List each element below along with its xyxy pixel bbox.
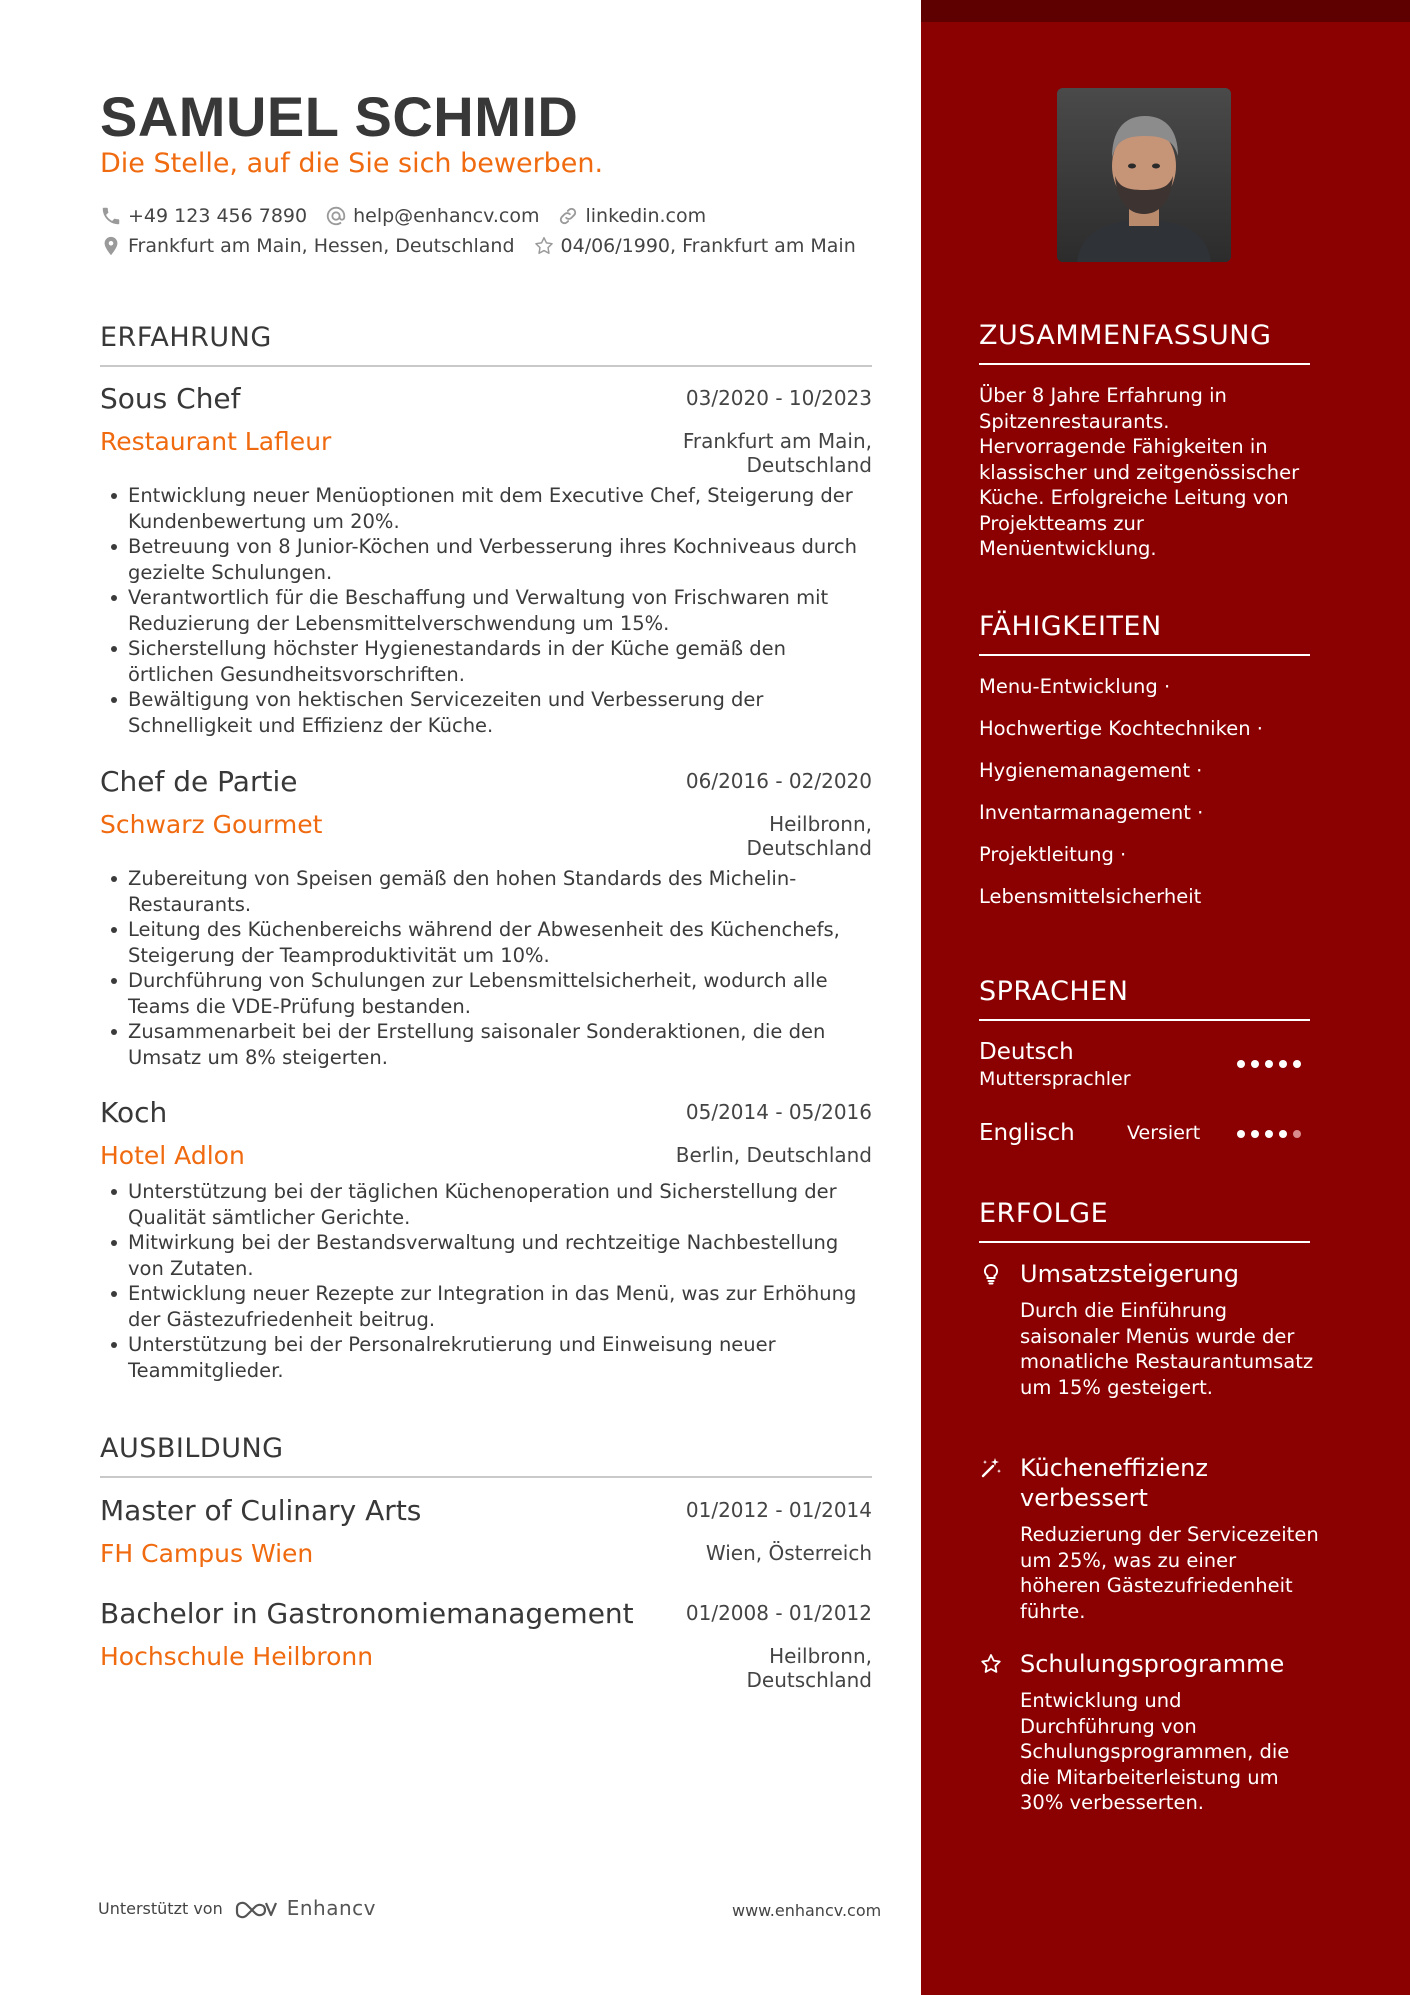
location-line: Deutschland xyxy=(746,453,872,477)
language-rating xyxy=(1237,1130,1307,1138)
experience-role: Sous Chef xyxy=(100,382,241,415)
website-text: linkedin.com xyxy=(585,205,707,227)
education-school: Hochschule Heilbronn xyxy=(100,1642,374,1671)
person-portrait-icon xyxy=(1057,88,1231,262)
bullet-item: Verantwortlich für die Beschaffung und Verwaltung von Frischwaren mit Reduzierung der Lebensmittelverschwendung um 15%. xyxy=(100,585,872,636)
location-line: Heilbronn, xyxy=(769,812,872,836)
bullet-item: Entwicklung neuer Rezepte zur Integration in das Menü, was zur Erhöhung der Gästezufriedenheit beitrug. xyxy=(100,1281,872,1332)
experience-dates: 03/2020 - 10/2023 xyxy=(685,386,872,410)
job-title: Die Stelle, auf die Sie sich bewerben. xyxy=(100,148,604,179)
bullet-item: Durchführung von Schulungen zur Lebensmittelsicherheit, wodurch alle Teams die VDE-Prüfung bestanden. xyxy=(100,968,872,1019)
skill-item: Menu-Entwicklung · xyxy=(979,675,1171,698)
skill-item: Hochwertige Kochtechniken · xyxy=(979,717,1263,740)
email-contact[interactable] xyxy=(325,205,539,227)
contact-row-2 xyxy=(100,233,874,259)
experience-bullets xyxy=(100,483,872,738)
lightbulb-icon xyxy=(979,1262,1003,1286)
experience-bullets xyxy=(100,866,872,1070)
footer-powered-by xyxy=(98,1896,376,1920)
experience-location xyxy=(683,429,872,477)
rating-dot xyxy=(1237,1130,1245,1138)
rating-dot xyxy=(1251,1130,1259,1138)
location-line: Frankfurt am Main, xyxy=(682,429,872,453)
experience-role: Chef de Partie xyxy=(100,765,298,798)
achievement-title: Kücheneffizienz verbessert xyxy=(1020,1454,1208,1512)
phone-icon xyxy=(100,205,122,227)
location-text: Frankfurt am Main, Hessen, Deutschland xyxy=(128,235,515,257)
skill-item: Lebensmittelsicherheit xyxy=(979,885,1202,908)
rating-dot xyxy=(1279,1060,1287,1068)
website-contact[interactable] xyxy=(557,205,706,227)
location-line: Deutschland xyxy=(746,836,872,860)
summary-heading: ZUSAMMENFASSUNG xyxy=(979,320,1310,365)
location-line: Deutschland xyxy=(746,1668,872,1692)
birth-text: 04/06/1990, Frankfurt am Main xyxy=(560,235,856,257)
rating-dot xyxy=(1279,1130,1287,1138)
birth-contact xyxy=(533,235,856,257)
education-school: FH Campus Wien xyxy=(100,1539,314,1568)
bullet-item: Mitwirkung bei der Bestandsverwaltung und rechtzeitige Nachbestellung von Zutaten. xyxy=(100,1230,872,1281)
language-name: Englisch xyxy=(979,1120,1075,1146)
experience-location xyxy=(747,812,873,860)
sidebar-top-bar xyxy=(921,0,1410,22)
achievement-title: Umsatzsteigerung xyxy=(1020,1260,1240,1288)
bullet-item: Zusammenarbeit bei der Erstellung saisonaler Sonderaktionen, die den Umsatz um 8% steigerten. xyxy=(100,1019,872,1070)
bullet-item: Unterstützung bei der Personalrekrutierung und Einweisung neuer Teammitglieder. xyxy=(100,1332,872,1383)
summary-text: Über 8 Jahre Erfahrung in Spitzenrestaurants. Hervorragende Fähigkeiten in klassischer und zeitgenössischer Küche. Erfolgreiche Leitung von Projektteams zur Menüentwicklung. xyxy=(979,384,1300,560)
bullet-item: Betreuung von 8 Junior-Köchen und Verbesserung ihres Kochniveaus durch gezielte Schulungen. xyxy=(100,534,872,585)
skills-heading: FÄHIGKEITEN xyxy=(979,611,1310,656)
achievement-description: Reduzierung der Servicezeiten um 25%, was zu einer höheren Gästezufriedenheit führte. xyxy=(1020,1523,1319,1623)
education-dates: 01/2008 - 01/2012 xyxy=(685,1601,872,1625)
languages-heading: SPRACHEN xyxy=(979,976,1310,1021)
achievement-description: Durch die Einführung saisonaler Menüs wurde der monatliche Restaurantumsatz um 15% gesteigert. xyxy=(1020,1299,1314,1399)
magic-wand-icon xyxy=(979,1456,1003,1480)
rating-dot xyxy=(1293,1060,1301,1068)
language-rating xyxy=(1237,1060,1307,1068)
experience-heading: ERFAHRUNG xyxy=(100,322,872,367)
rating-dot xyxy=(1265,1130,1273,1138)
education-degree: Bachelor in Gastronomiemanagement xyxy=(100,1597,634,1630)
powered-by-text: Unterstützt von xyxy=(98,1898,223,1918)
language-level: Versiert xyxy=(1127,1122,1201,1144)
experience-dates: 06/2016 - 02/2020 xyxy=(685,769,872,793)
email-text: help@enhancv.com xyxy=(353,205,540,227)
experience-role: Koch xyxy=(100,1096,168,1129)
language-level: Muttersprachler xyxy=(979,1068,1131,1090)
location-line: Berlin, Deutschland xyxy=(675,1143,872,1167)
link-icon xyxy=(557,205,579,227)
enhancv-logo-icon xyxy=(233,1896,279,1920)
language-name: Deutsch xyxy=(979,1039,1074,1065)
achievement-title: Schulungsprogramme xyxy=(1020,1650,1285,1678)
education-dates: 01/2012 - 01/2014 xyxy=(685,1498,872,1522)
rating-dot xyxy=(1251,1060,1259,1068)
footer-url[interactable]: www.enhancv.com xyxy=(732,1901,882,1920)
location-contact xyxy=(100,235,515,257)
education-location xyxy=(706,1541,872,1565)
achievements-heading: ERFOLGE xyxy=(979,1198,1310,1243)
skill-item: Projektleitung · xyxy=(979,843,1127,866)
education-degree: Master of Culinary Arts xyxy=(100,1494,422,1527)
experience-bullets xyxy=(100,1179,872,1383)
skill-item: Hygienemanagement · xyxy=(979,759,1203,782)
bullet-item: Leitung des Küchenbereichs während der Abwesenheit des Küchenchefs, Steigerung der Teamproduktivität um 10%. xyxy=(100,917,872,968)
star-icon xyxy=(533,235,555,257)
brand-name[interactable]: Enhancv xyxy=(286,1896,376,1920)
education-heading: AUSBILDUNG xyxy=(100,1433,872,1478)
rating-dot xyxy=(1237,1060,1245,1068)
skill-item: Inventarmanagement · xyxy=(979,801,1204,824)
bullet-item: Entwicklung neuer Menüoptionen mit dem Executive Chef, Steigerung der Kundenbewertung um 20%. xyxy=(100,483,872,534)
location-line: Heilbronn, xyxy=(769,1644,872,1668)
phone-contact[interactable] xyxy=(100,205,307,227)
phone-text: +49 123 456 7890 xyxy=(128,205,308,227)
experience-location xyxy=(676,1143,872,1167)
bullet-item: Zubereitung von Speisen gemäß den hohen Standards des Michelin-Restaurants. xyxy=(100,866,872,917)
experience-company: Restaurant Lafleur xyxy=(100,427,332,456)
star-icon xyxy=(979,1652,1003,1676)
education-location xyxy=(747,1644,873,1692)
bullet-item: Bewältigung von hektischen Servicezeiten und Verbesserung der Schnelligkeit und Effizienz der Küche. xyxy=(100,687,872,738)
experience-company: Hotel Adlon xyxy=(100,1141,245,1170)
rating-dot xyxy=(1293,1130,1301,1138)
experience-dates: 05/2014 - 05/2016 xyxy=(685,1100,872,1124)
bullet-item: Sicherstellung höchster Hygienestandards in der Küche gemäß den örtlichen Gesundheitsvorschriften. xyxy=(100,636,872,687)
at-icon xyxy=(325,205,347,227)
experience-company: Schwarz Gourmet xyxy=(100,810,323,839)
candidate-name: SAMUEL SCHMID xyxy=(100,85,579,148)
achievement-description: Entwicklung und Durchführung von Schulungsprogrammen, die die Mitarbeiterleistung um 30% verbesserten. xyxy=(1020,1689,1290,1814)
profile-photo xyxy=(1057,88,1231,262)
rating-dot xyxy=(1265,1060,1273,1068)
bullet-item: Unterstützung bei der täglichen Küchenoperation und Sicherstellung der Qualität sämtlicher Gerichte. xyxy=(100,1179,872,1230)
sidebar xyxy=(921,0,1410,1995)
map-pin-icon xyxy=(100,235,122,257)
contact-row-1 xyxy=(100,203,724,229)
location-line: Wien, Österreich xyxy=(705,1541,872,1565)
